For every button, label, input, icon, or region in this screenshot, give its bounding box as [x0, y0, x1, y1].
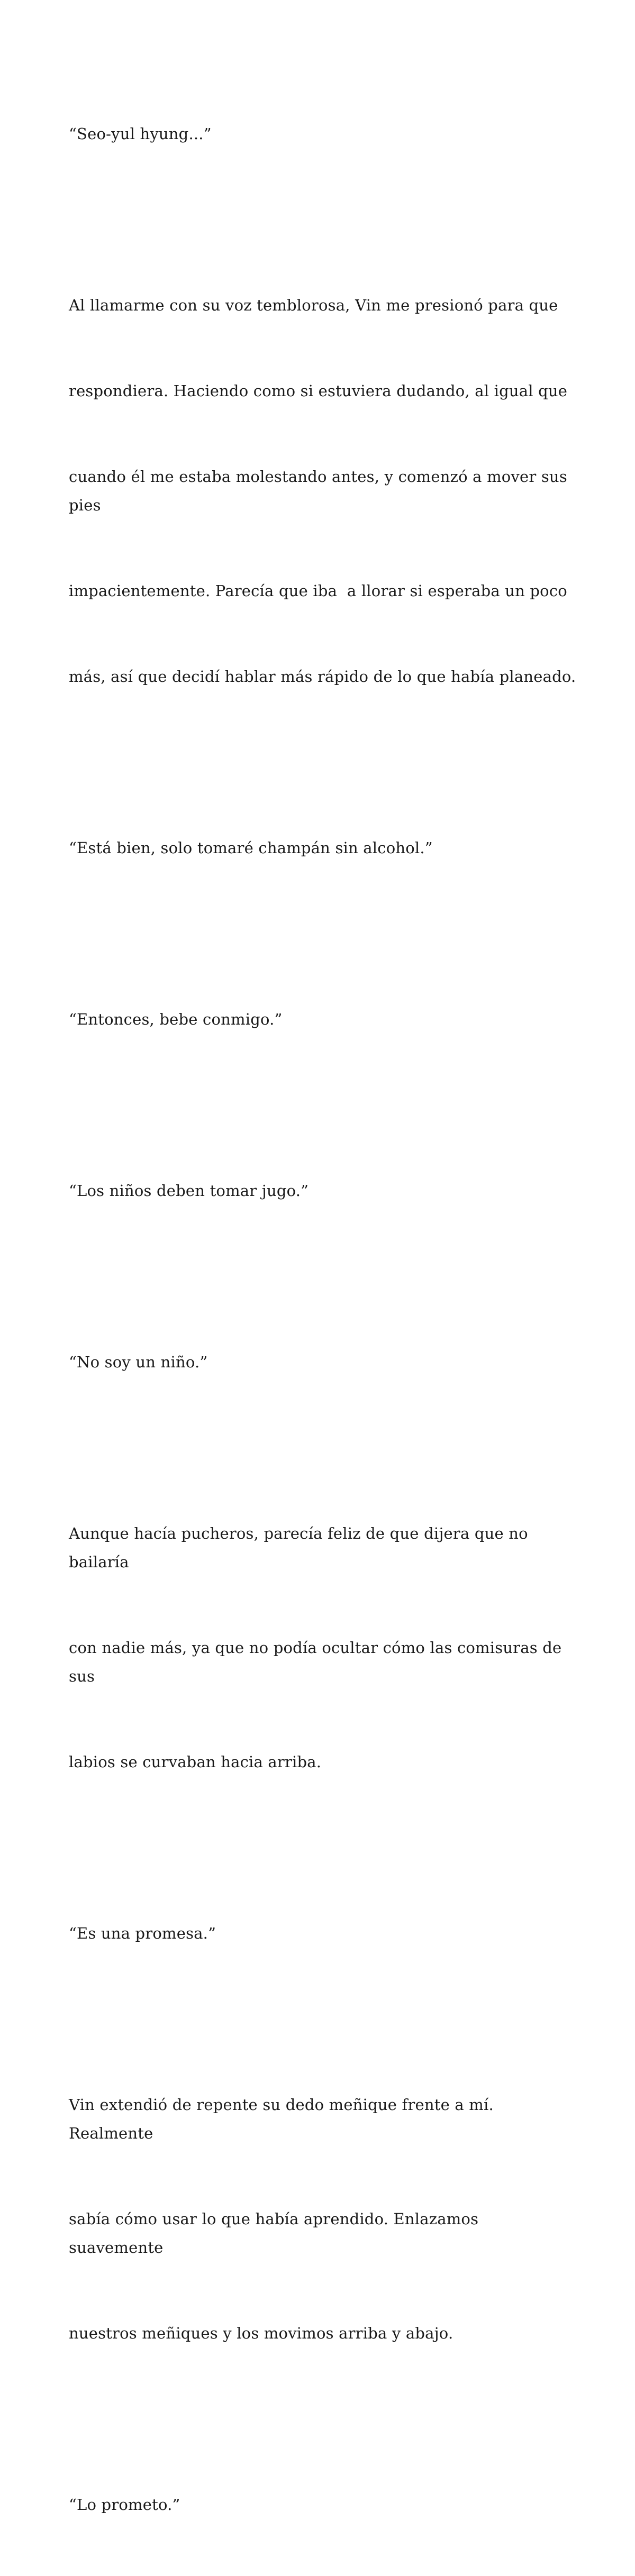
- dialogue-paragraph: [69, 1119, 577, 1262]
- text-line: sabía cómo usar lo que había aprendido. Enlazamos suavemente: [69, 2210, 484, 2257]
- text-line: nuestros meñiques y los movimos arriba y abajo.: [69, 2324, 453, 2342]
- dialogue-paragraph: [69, 2433, 577, 2576]
- text-line: Vin extendió de repente su dedo meñique frente a mí. Realmente: [69, 2096, 499, 2142]
- document-page: [69, 62, 577, 2576]
- narration-paragraph: [69, 234, 577, 748]
- text-line: Al llamarme con su voz temblorosa, Vin me presionó para que: [69, 296, 558, 314]
- dialogue-paragraph: [69, 62, 577, 205]
- text-line: labios se curvaban hacia arriba.: [69, 1753, 322, 1771]
- dialogue-paragraph: [69, 1291, 577, 1433]
- text-line: “Lo prometo.”: [69, 2496, 180, 2514]
- text-line: impacientemente. Parecía que iba a llorar si esperaba un poco: [69, 582, 567, 600]
- text-line: “Es una promesa.”: [69, 1924, 216, 1942]
- dialogue-paragraph: [69, 948, 577, 1091]
- text-line: “Entonces, bebe conmigo.”: [69, 1010, 283, 1028]
- text-line: “Seo-yul hyung...”: [69, 125, 212, 143]
- text-line: “No soy un niño.”: [69, 1353, 208, 1371]
- text-line: respondiera. Haciendo como si estuviera dudando, al igual que: [69, 382, 568, 400]
- text-line: con nadie más, ya que no podía ocultar cómo las comisuras de sus: [69, 1639, 567, 1685]
- text-line: más, así que decidí hablar más rápido de lo que había planeado.: [69, 668, 576, 686]
- text-line: cuando él me estaba molestando antes, y comenzó a mover sus pies: [69, 468, 573, 514]
- text-line: “Está bien, solo tomaré champán sin alcohol.”: [69, 839, 433, 857]
- dialogue-paragraph: [69, 1862, 577, 2005]
- text-line: “Los niños deben tomar jugo.”: [69, 1182, 309, 1200]
- text-line: Aunque hacía pucheros, parecía feliz de que dijera que no bailaría: [69, 1524, 533, 1571]
- narration-paragraph: [69, 1462, 577, 1833]
- narration-paragraph: [69, 2033, 577, 2405]
- dialogue-paragraph: [69, 777, 577, 919]
